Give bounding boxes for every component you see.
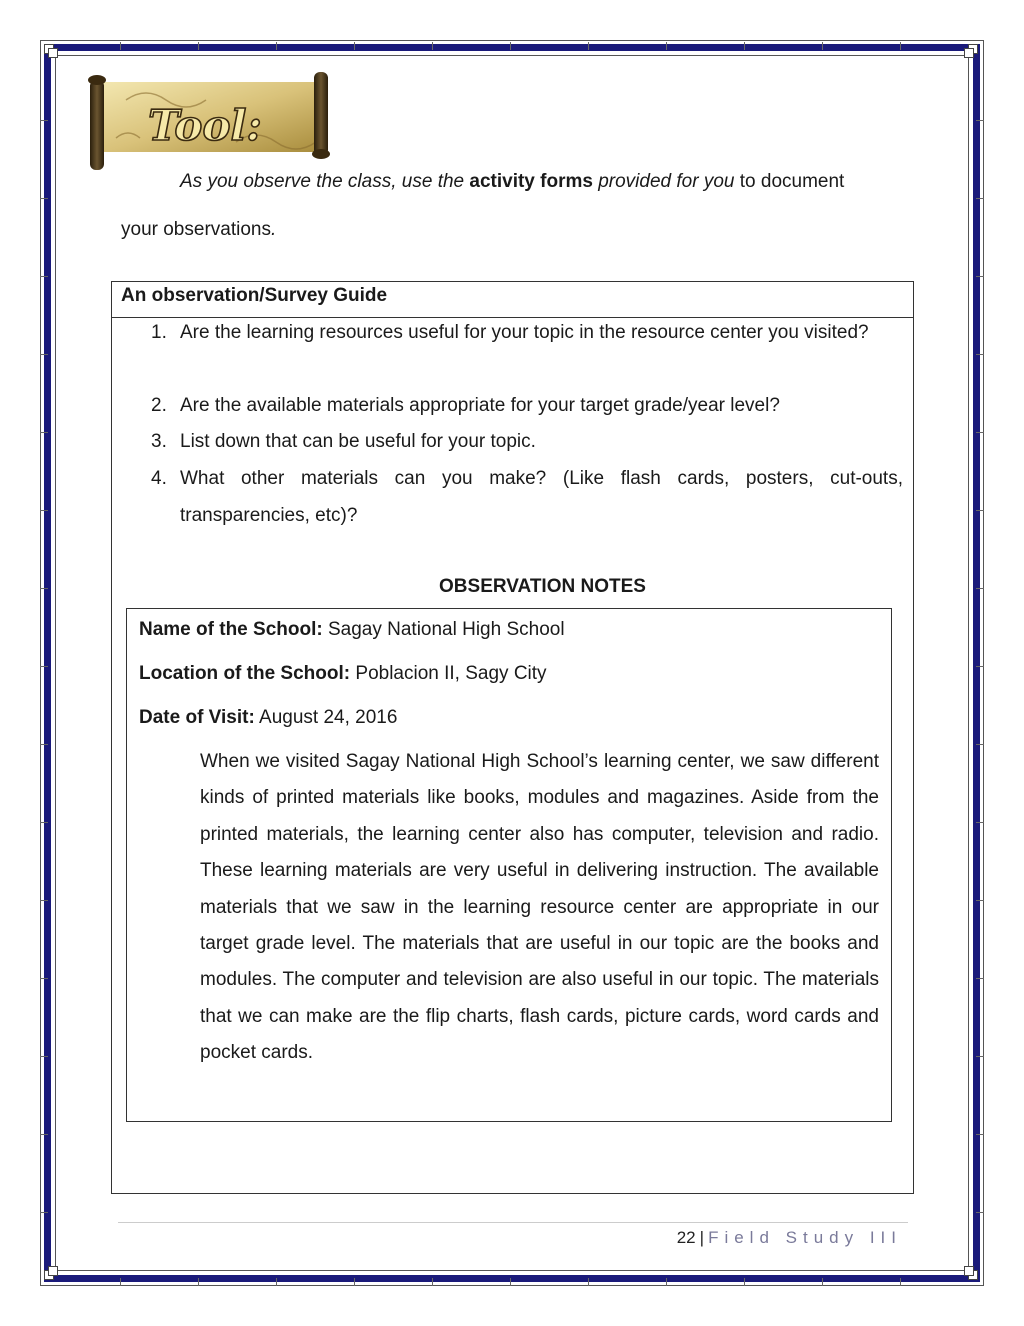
page-number: 22 (676, 1228, 696, 1247)
border-tick (976, 1212, 984, 1213)
border-tick (40, 1212, 48, 1213)
question-text: What other materials can you make? (Like flash cards, posters, cut-outs, transparencies, etc)? (180, 468, 903, 526)
border-tick (40, 978, 48, 979)
border-tick (976, 432, 984, 433)
border-tick (976, 510, 984, 511)
border-tick (40, 198, 48, 199)
border-tick (40, 900, 48, 901)
border-tick (510, 42, 511, 50)
border-tick (432, 42, 433, 50)
border-tick (432, 1278, 433, 1286)
intro-line-2 (121, 218, 276, 242)
observation-notes-paragraph: When we visited Sagay National High School’s learning center, we saw different kinds of printed materials like books, modules and magazines. Aside from the printed materials, the learning center also has computer, television and radio. These learning materials are very useful in delivering instruction. The available materials that we saw in the learning resource center are appropriate in our target grade level. The materials that are useful in our topic are the books and modules. The computer and television are also useful in our topic. The materials that we can make are the flip charts, flash cards, picture cards, word cards and pocket cards. (200, 751, 879, 1064)
border-tick (976, 120, 984, 121)
school-location-line (139, 662, 547, 686)
intro-part2: provided for you (598, 171, 735, 192)
intro-line-1 (180, 170, 844, 194)
intro-line2: your observations (121, 219, 271, 240)
border-tick (976, 1056, 984, 1057)
visit-date-line (139, 706, 397, 730)
border-tick (976, 744, 984, 745)
guide-header (112, 282, 913, 318)
border-tick (976, 822, 984, 823)
visit-date-value: August 24, 2016 (259, 707, 398, 728)
question-text: Are the available materials appropriate for your target grade/year level? (180, 395, 780, 416)
border-tick (276, 42, 277, 50)
border-tick (354, 1278, 355, 1286)
border-tick (666, 42, 667, 50)
border-tick (976, 276, 984, 277)
border-tick (40, 510, 48, 511)
border-tick (900, 1278, 901, 1286)
intro-part3: to document (739, 171, 845, 192)
border-tick (198, 1278, 199, 1286)
border-tick (822, 42, 823, 50)
question-number: 4. (151, 468, 167, 489)
tool-banner (86, 70, 336, 178)
border-tick (120, 1278, 121, 1286)
guide-title: An observation/Survey Guide (121, 285, 388, 306)
footer-label: Field Study III (708, 1228, 902, 1247)
intro-line2-end: . (270, 219, 277, 240)
border-tick (40, 822, 48, 823)
question-number: 1. (151, 322, 167, 343)
border-tick (510, 1278, 511, 1286)
border-tick (976, 198, 984, 199)
border-tick (40, 1134, 48, 1135)
border-tick (744, 42, 745, 50)
border-tick (40, 1056, 48, 1057)
page-footer (677, 1227, 902, 1249)
border-tick (354, 42, 355, 50)
border-tick (40, 666, 48, 667)
border-tick (976, 666, 984, 667)
border-tick (276, 1278, 277, 1286)
border-tick (198, 42, 199, 50)
school-name-line (139, 618, 565, 642)
border-tick (40, 744, 48, 745)
corner-ornament-bottom-left (38, 1264, 60, 1286)
intro-bold: activity forms (469, 171, 593, 192)
border-tick (40, 276, 48, 277)
intro-part1: As you observe the class, use the (180, 171, 465, 192)
school-location-label: Location of the School: (139, 663, 351, 684)
corner-ornament-bottom-right (962, 1264, 984, 1286)
tool-banner-text: Tool: (148, 101, 262, 150)
border-tick (976, 978, 984, 979)
school-name-label: Name of the School: (139, 619, 323, 640)
corner-ornament-top-right (962, 38, 984, 60)
border-tick (900, 42, 901, 50)
border-tick (120, 42, 121, 50)
school-name-value: Sagay National High School (327, 619, 565, 640)
observation-notes-heading: OBSERVATION NOTES (439, 576, 646, 597)
border-tick (40, 432, 48, 433)
border-tick (976, 900, 984, 901)
question-text: Are the learning resources useful for your topic in the resource center you visited? (180, 322, 869, 343)
border-tick (40, 354, 48, 355)
footer-separator: | (699, 1228, 705, 1247)
question-number: 2. (151, 395, 167, 416)
border-tick (588, 42, 589, 50)
border-tick (666, 1278, 667, 1286)
visit-date-label: Date of Visit: (139, 707, 255, 728)
border-tick (744, 1278, 745, 1286)
question-number: 3. (151, 431, 167, 452)
question-text: List down that can be useful for your topic. (180, 431, 536, 452)
corner-ornament-top-left (38, 38, 60, 60)
school-location-value: Poblacion II, Sagy City (355, 663, 547, 684)
border-tick (40, 120, 48, 121)
border-tick (976, 1134, 984, 1135)
border-tick (976, 354, 984, 355)
border-tick (822, 1278, 823, 1286)
border-tick (588, 1278, 589, 1286)
footer-rule (118, 1222, 908, 1223)
